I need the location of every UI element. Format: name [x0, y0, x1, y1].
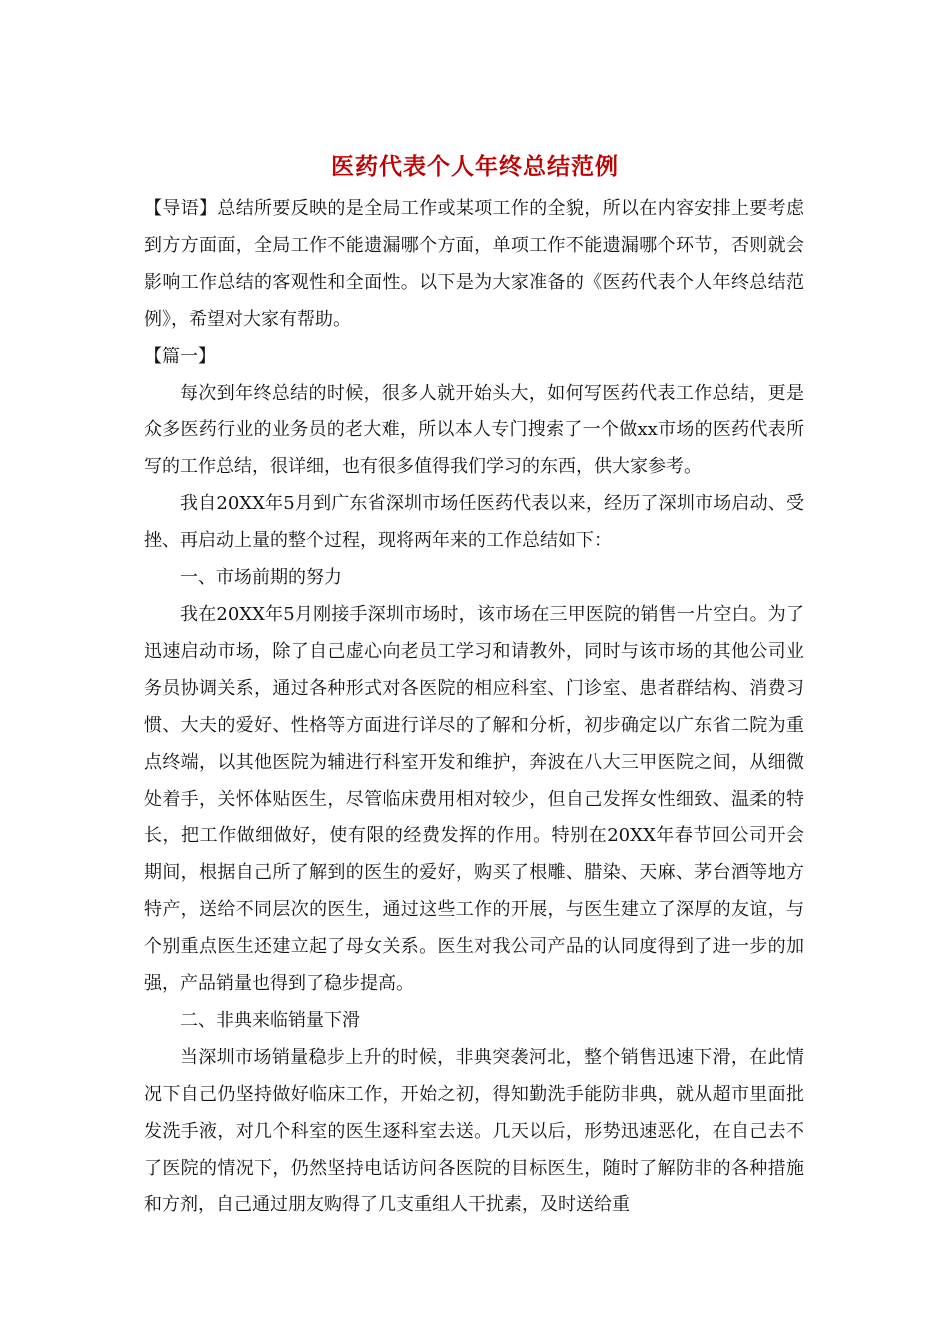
- document-body: [144, 191, 804, 1224]
- section-heading: 一、市场前期的努力: [180, 567, 342, 589]
- section-heading: 二、非典来临销量下滑: [180, 1009, 360, 1031]
- body-paragraph: 当深圳市场销量稳步上升的时候，非典突袭河北，整个销售迅速下滑，在此情况下自己仍坚持做好临床工作，开始之初，得知勤洗手能防非典，就从超市里面批发洗手液，对几个科室的医生逐科室去送。几天以后，形势迅速恶化，在自己去不了医院的情况下，仍然坚持电话访问各医院的目标医生，随时了解防非的各种措施和方剂，自己通过朋友购得了几支重组人干扰素，及时送给重: [144, 1046, 804, 1216]
- body-paragraph: 我在20XX年5月刚接手深圳市场时，该市场在三甲医院的销售一片空白。为了迅速启动市场，除了自己虚心向老员工学习和请教外，同时与该市场的其他公司业务员协调关系，通过各种形式对各医院的相应科室、门诊室、患者群结构、消费习惯、大夫的爱好、性格等方面进行详尽的了解和分析，初步确定以广东省二院为重点终端，以其他医院为辅进行科室开发和维护，奔波在八大三甲医院之间，从细微处着手，关怀体贴医生，尽管临床费用相对较少，但自己发挥女性细致、温柔的特长，把工作做细做好，使有限的经费发挥的作用。特别在20XX年春节回公司开会期间，根据自己所了解到的医生的爱好，购买了根雕、腊染、天麻、茅台酒等地方特产，送给不同层次的医生，通过这些工作的开展，与医生建立了深厚的友谊，与个别重点医生还建立起了母女关系。医生对我公司产品的认同度得到了进一步的加强，产品销量也得到了稳步提高。: [144, 603, 804, 995]
- intro-paragraph: 【导语】总结所要反映的是全局工作或某项工作的全貌，所以在内容安排上要考虑到方方面面，全局工作不能遗漏哪个方面，单项工作不能遗漏哪个环节，否则就会影响工作总结的客观性和全面性。以下是为大家准备的《医药代表个人年终总结范例》，希望对大家有帮助。: [144, 198, 804, 330]
- body-paragraph: 我自20XX年5月到广东省深圳市场任医药代表以来，经历了深圳市场启动、受挫、再启动上量的整个过程，现将两年来的工作总结如下：: [144, 493, 804, 552]
- section-label-part-one: 【篇一】: [144, 345, 216, 367]
- document-title: 医药代表个人年终总结范例: [331, 153, 619, 180]
- body-paragraph: 每次到年终总结的时候，很多人就开始头大，如何写医药代表工作总结，更是众多医药行业的业务员的老大难，所以本人专门搜索了一个做xx市场的医药代表所写的工作总结，很详细，也有很多值得我们学习的东西，供大家参考。: [144, 382, 804, 478]
